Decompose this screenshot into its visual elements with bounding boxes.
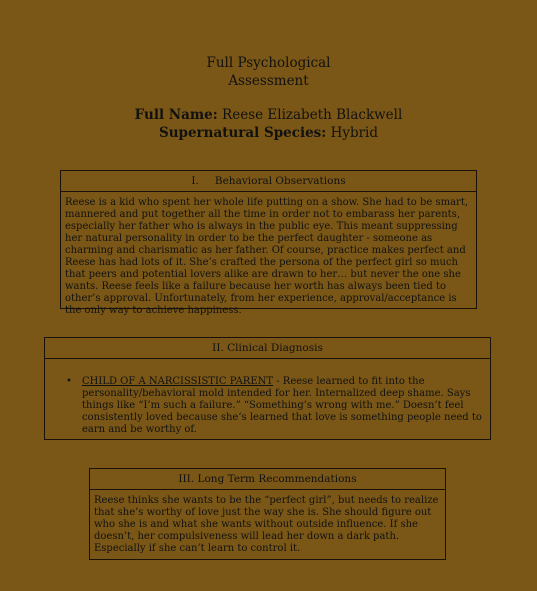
species-value: Hybrid bbox=[330, 125, 379, 141]
diagnosis-separator: - bbox=[273, 376, 283, 387]
diagnosis-text bbox=[82, 376, 484, 436]
behavioral-observations-header bbox=[61, 171, 476, 192]
species-row bbox=[0, 124, 537, 142]
section-heading: Behavioral Observations bbox=[214, 175, 346, 187]
diagnosis-title: CHILD OF A NARCISSISTIC PARENT bbox=[82, 376, 274, 387]
title-line-1: Full Psychological bbox=[206, 55, 331, 71]
diagnosis-list-item bbox=[66, 376, 484, 436]
long-term-recommendations-body: Reese thinks she wants to be the “perfect girl”, but needs to realize that she’s worthy of love just the way she is. She should figure out who she is and what she wants without outside influence. If she doesn’t, her compulsiveness will lead her down a dark path. Especially if she can’t learn to control it. bbox=[94, 495, 439, 554]
bullet-icon: • bbox=[66, 376, 72, 387]
document-title bbox=[0, 54, 537, 90]
long-term-recommendations-section bbox=[89, 468, 446, 560]
full-name-value: Reese Elizabeth Blackwell bbox=[222, 107, 403, 123]
identity-block bbox=[0, 106, 537, 142]
full-name-row bbox=[0, 106, 537, 124]
clinical-diagnosis-section bbox=[44, 337, 491, 440]
behavioral-observations-body: Reese is a kid who spent her whole life putting on a show. She had to be smart, mannered and put together all the time in order not to embarass her parents, especially her father who is always in the public eye. This meant suppressing her natural personality in order to be the perfect daughter - someone as charming and charismatic as her father. Of course, practice makes perfect and Reese has had lots of it. She’s crafted the persona of the perfect girl so much that peers and potential lovers alike are drawn to her… but never the one she wants. Reese feels like a failure because her worth has always been tied to other’s approval. Unfortunately, from her experience, approval/acceptance is the only way to achieve happiness. bbox=[65, 197, 469, 316]
clinical-diagnosis-body bbox=[45, 359, 490, 440]
full-name-label: Full Name: bbox=[134, 107, 218, 123]
title-line-2: Assessment bbox=[228, 73, 309, 89]
diagnosis-description: Reese learned to fit into the personality/behavioral mold intended for her. Internalized deep shame. Says things like “I’m such a failure.” “Something’s wrong with me.” Doesn’t feel consistently loved because she’s learned that love is something people need to earn and be worthy of. bbox=[82, 376, 482, 435]
species-label: Supernatural Species: bbox=[158, 125, 327, 141]
behavioral-observations-section bbox=[60, 170, 477, 316]
clinical-diagnosis-header: II. Clinical Diagnosis bbox=[45, 338, 490, 359]
long-term-recommendations-header: III. Long Term Recommendations bbox=[90, 469, 445, 490]
section-number: I. bbox=[191, 175, 199, 187]
